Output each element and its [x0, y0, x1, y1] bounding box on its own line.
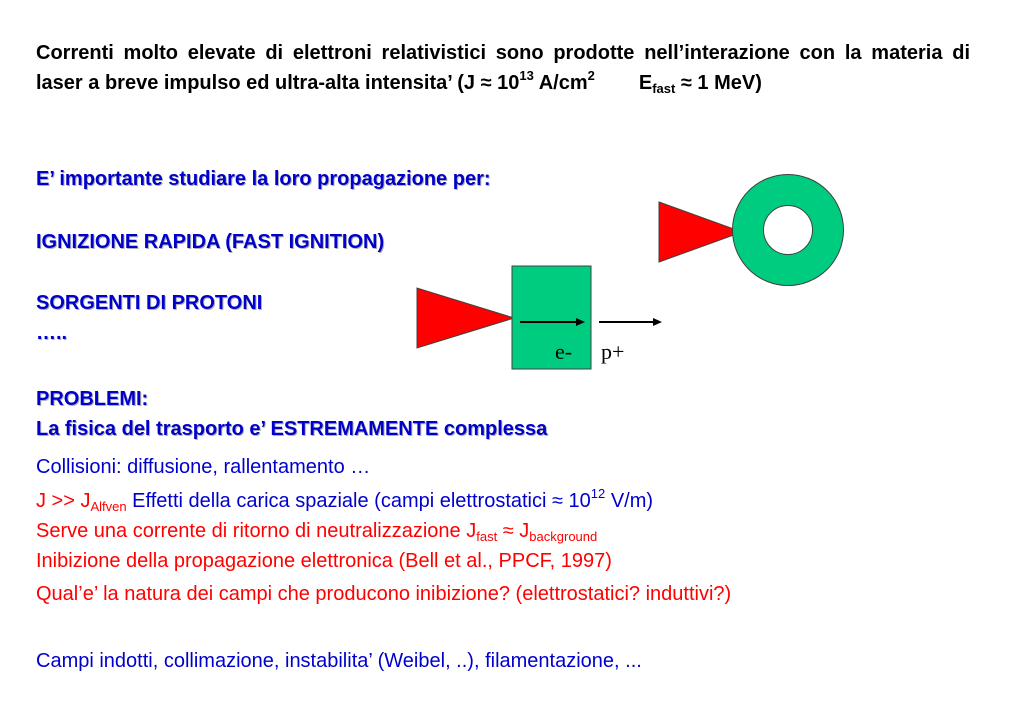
problems-heading: PROBLEMI: — [36, 388, 149, 410]
field-value-exponent: 12 — [590, 486, 606, 501]
induced-fields-line: Campi indotti, collimazione, instabilita’ (Weibel, ..), filamentazione, ... — [36, 650, 642, 672]
return-current-text: Serve una corrente di ritorno di neutralizzazione J — [36, 520, 477, 542]
electron-label: e- — [555, 339, 573, 364]
laser-cone-lower — [417, 288, 514, 348]
energy-label: E — [638, 72, 653, 94]
problems-subheading: La fisica del trasporto e’ ESTREMAMENTE complessa — [36, 418, 548, 440]
foil-target — [512, 266, 591, 369]
approx-background: ≈ J — [497, 520, 530, 542]
approx-symbol: ≈ — [552, 490, 563, 512]
collisions-line: Collisioni: diffusione, rallentamento … — [36, 456, 371, 478]
ellipsis-item: ….. — [36, 322, 68, 344]
energy-subscript: fast — [652, 81, 676, 96]
field-value-base: 10 — [562, 490, 591, 512]
intro-text: Correnti molto elevate di elettroni relativistici sono prodotte nell’interazione con la materia di laser a breve impulso ed ultra-alta intensita’ (J — [36, 42, 970, 94]
inhibition-line: Inibizione della propagazione elettronica (Bell et al., PPCF, 1997) — [36, 550, 612, 572]
laser-cone-upper — [659, 202, 742, 262]
approx-symbol: ≈ — [680, 72, 692, 94]
alfven-current: J >> J — [36, 490, 91, 512]
proton-sources-item: SORGENTI DI PROTONI — [36, 292, 263, 314]
proton-arrow-head — [653, 318, 662, 326]
ring-target — [748, 190, 828, 270]
important-heading: E’ importante studiare la loro propagazione per: — [36, 168, 491, 190]
current-density-unit: A/cm — [533, 72, 588, 94]
current-density-exponent: 13 — [519, 68, 534, 83]
background-subscript: background — [529, 529, 598, 544]
space-charge-text: Effetti della carica spaziale (campi elettrostatici — [126, 490, 552, 512]
fast-ignition-item: IGNIZIONE RAPIDA (FAST IGNITION) — [36, 231, 385, 253]
proton-label: p+ — [601, 339, 625, 364]
unit-exponent: 2 — [587, 68, 595, 83]
fast-subscript: fast — [476, 529, 498, 544]
alfven-subscript: Alfven — [90, 499, 127, 514]
energy-value: 1 MeV) — [691, 72, 762, 94]
current-density-base: 10 — [491, 72, 520, 94]
approx-symbol: ≈ — [480, 72, 492, 94]
field-value-unit: V/m) — [605, 490, 654, 512]
nature-question: Qual’e’ la natura dei campi che producono inibizione? (elettrostatici? induttivi?) — [36, 583, 732, 605]
ring-target-outline-inner — [764, 206, 813, 255]
